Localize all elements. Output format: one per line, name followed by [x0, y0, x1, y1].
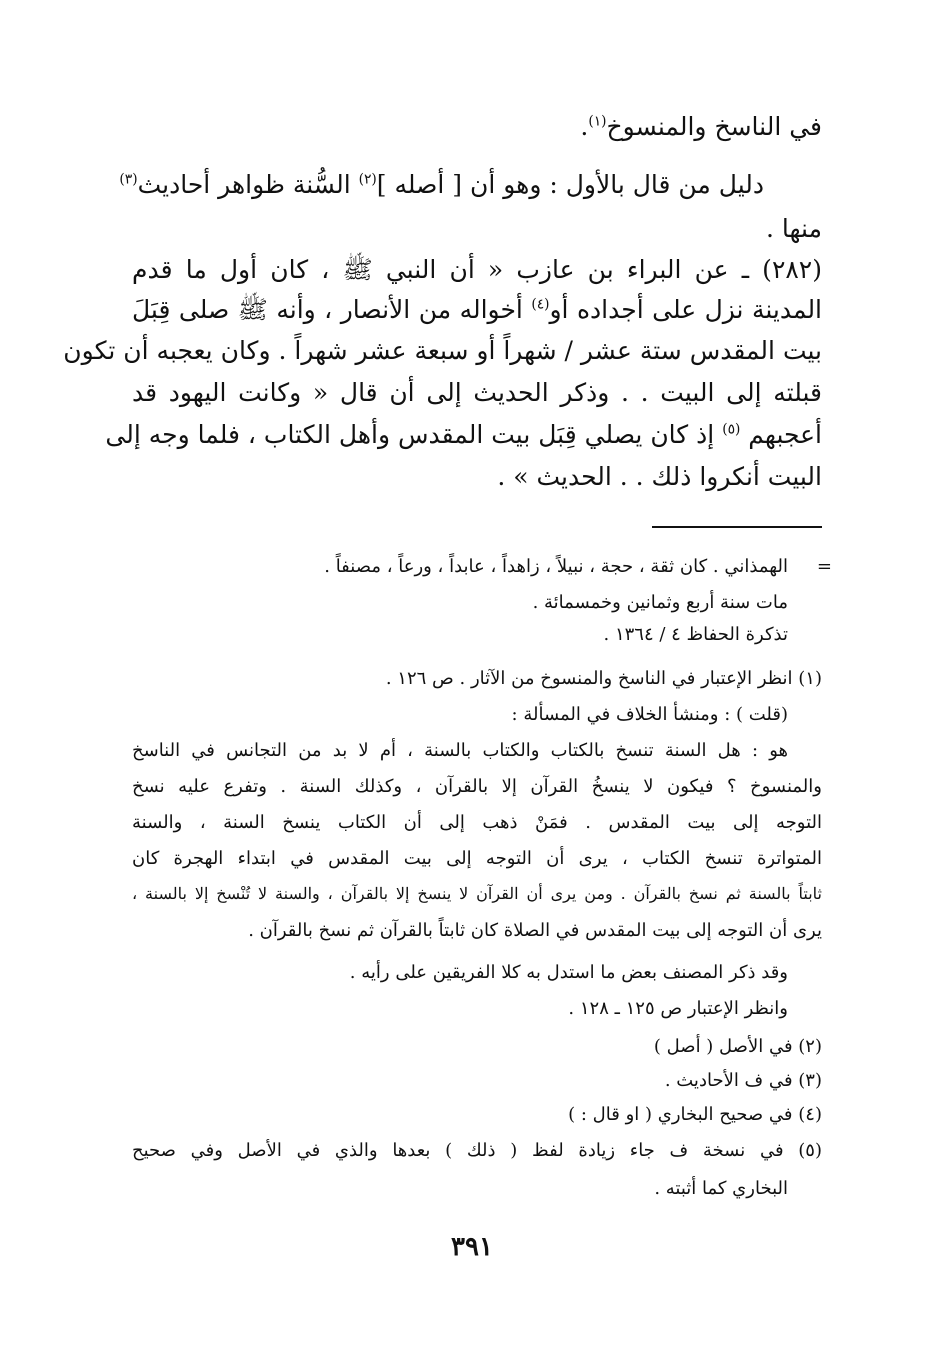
main-line-3: منها .	[766, 214, 822, 243]
footnote-1-line-5: التوجه إلى بيت المقدس . فمَنْ ذهب إلى أن الكتاب ينسخ السنة ، والسنة	[132, 812, 822, 833]
prev-note-line-3: تذكرة الحفاظ ٤ / ١٣٦٤ .	[603, 624, 788, 645]
footnote-3: (٣) في ف الأحاديث .	[664, 1070, 822, 1091]
footnote-1-line-4: والمنسوخ ؟ فيكون لا ينسخُ القرآن إلا بالقرآن ، وكذلك السنة . وتفرع عليه نسخ	[132, 776, 822, 797]
footnote-1-line-3: هو : هل السنة تنسخ بالكتاب والكتاب بالسنة ، أم لا بد من التجانس في الناسخ	[132, 740, 788, 761]
main-line-4: (٢٨٢) ـ عن البراء بن عازب « أن النبي ﷺ ، كان أول ما قدم	[132, 255, 822, 284]
footnote-1-line-9: وقد ذكر المصنف بعض ما استدل به كلا الفريقين على رأيه .	[349, 962, 788, 983]
main-line-2: دليل من قال بالأول : وهو أن [ أصله ]$^{(٢)}$ السُّنة ظواهر أحاديث$^{(٣)}$	[119, 170, 764, 199]
footnote-1-line-8: يرى أن التوجه إلى بيت المقدس في الصلاة كان ثابتاً بالقرآن ثم نسخ بالقرآن .	[248, 920, 822, 941]
footnote-2: (٢) في الأصل ( أصل )	[653, 1036, 822, 1057]
footnote-1-line-7: ثابتاً بالسنة ثم نسخ بالقرآن . ومن يرى أن القرآن لا ينسخ إلا بالقرآن ، والسنة لا تُنْسخ إلا بالسنة ،	[132, 884, 822, 903]
main-line-6: بيت المقدس ستة عشر / شهراً أو سبعة عشر شهراً . وكان يعجبه أن تكون	[63, 336, 822, 365]
prev-note-line-2: مات سنة أربع وثمانين وخمسمائة .	[532, 592, 788, 613]
main-line-5: المدينة نزل على أجداده أو$^{(٤)}$ أخواله من الأنصار ، وأنه ﷺ صلى قِبَلَ	[132, 295, 823, 324]
main-line-1: في الناسخ والمنسوخ$^{(١)}$.	[580, 112, 822, 141]
footnote-1-line-2: (قلت ) : ومنشأ الخلاف في المسألة :	[511, 704, 788, 725]
footnote-1: (١) انظر الإعتبار في الناسخ والمنسوخ من الآثار . ص ١٢٦ .	[385, 668, 822, 689]
main-line-9: البيت أنكروا ذلك . . الحديث » .	[497, 462, 822, 491]
footnote-divider	[652, 526, 822, 528]
footnote-5-line-2: البخاري كما أثبته .	[654, 1178, 788, 1199]
footnote-5: (٥) في نسخة ف جاء زيادة لفظ ( ذلك ) بعدها والذي في الأصل وفي صحيح	[132, 1140, 822, 1161]
prev-note-line-1: الهمذاني . كان ثقة ، حجة ، نبيلاً ، زاهداً ، عابداً ، ورعاً ، مصنفاً .	[324, 556, 788, 577]
footnote-4: (٤) في صحيح البخاري ( او قال : )	[568, 1104, 822, 1125]
footnote-1-line-6: المتواترة تنسخ الكتاب ، يرى أن التوجه إلى بيت المقدس في ابتداء الهجرة كان	[132, 848, 822, 869]
main-line-8: أعجبهم $^{(٥)}$ إذ كان يصلي قِبَل بيت المقدس وأهل الكتاب ، فلما وجه إلى	[105, 420, 822, 449]
main-line-7: قبلته إلى البيت . . وذكر الحديث إلى أن قال « وكانت اليهود قد	[132, 378, 822, 407]
prev-note-marker: =	[816, 556, 832, 577]
page-number: ٣٩١	[451, 1232, 493, 1262]
footnote-1-line-10: وانظر الإعتبار ص ١٢٥ ـ ١٢٨ .	[568, 998, 788, 1019]
